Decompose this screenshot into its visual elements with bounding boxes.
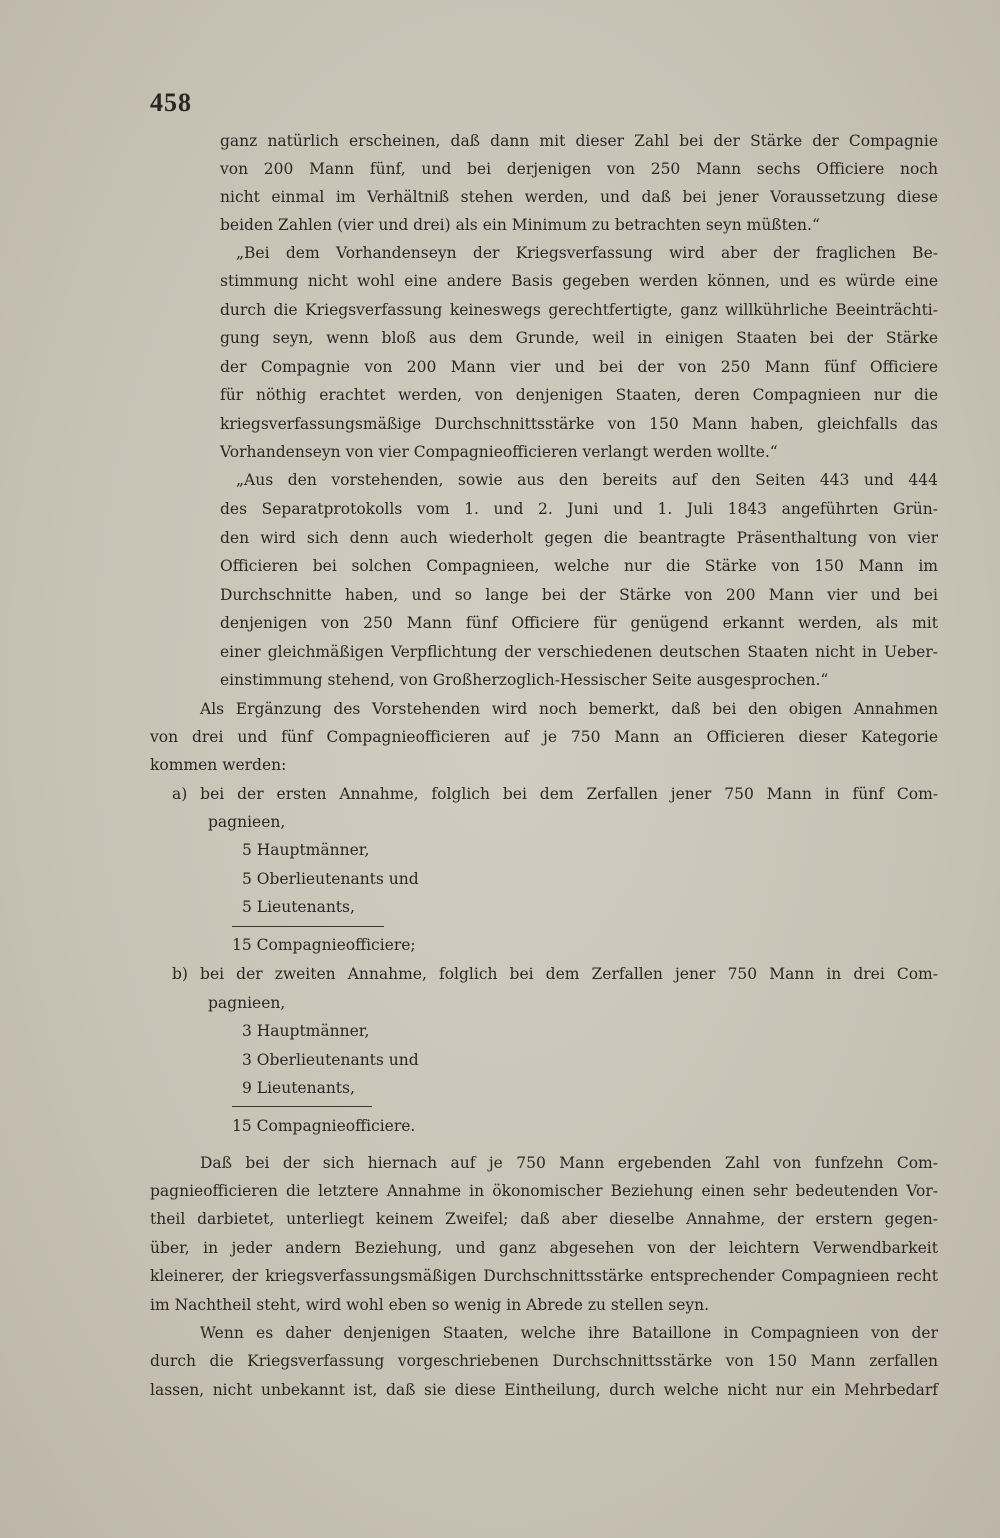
- list-item-b: b) bei der zweiten Annahme, folglich bei dem Zerfallen jener 750 Mann in drei Com-: [172, 965, 938, 983]
- text-line: kriegsverfassungsmäßige Durchschnittsstärke von 150 Mann haben, gleichfalls das: [220, 415, 938, 433]
- sum-rule: [232, 926, 384, 927]
- text-line: über, in jeder andern Beziehung, und ganz abgesehen von der leichtern Verwendbarkeit: [150, 1239, 938, 1257]
- text-line: des Separatprotokolls vom 1. und 2. Juni und 1. Juli 1843 angeführten Grün-: [220, 500, 938, 518]
- text-line: denjenigen von 250 Mann fünf Officiere für genügend erkannt werden, als mit: [220, 614, 938, 632]
- text-line: stimmung nicht wohl eine andere Basis gegeben werden können, und es würde eine: [220, 272, 938, 290]
- text-line: von 200 Mann fünf, und bei derjenigen von 250 Mann sechs Officiere noch: [220, 160, 938, 178]
- text-line: theil darbietet, unterliegt keinem Zweifel; daß aber dieselbe Annahme, der erstern gegen-: [150, 1210, 938, 1228]
- list-entry: 5 Oberlieutenants und: [242, 870, 419, 888]
- text-line: pagnieen,: [208, 813, 286, 831]
- text-line: ganz natürlich erscheinen, daß dann mit dieser Zahl bei der Stärke der Compagnie: [220, 132, 938, 150]
- list-entry: 3 Oberlieutenants und: [242, 1051, 419, 1069]
- text-line: „Bei dem Vorhandenseyn der Kriegsverfassung wird aber der fraglichen Be-: [236, 244, 938, 262]
- text-line: beiden Zahlen (vier und drei) als ein Minimum zu betrachten seyn müßten.“: [220, 216, 820, 234]
- text-line: den wird sich denn auch wiederholt gegen die beantragte Präsenthaltung von vier: [220, 529, 938, 547]
- text-line: der Compagnie von 200 Mann vier und bei der von 250 Mann fünf Officiere: [220, 358, 938, 376]
- sum-entry: 15 Compagnieofficiere.: [232, 1117, 416, 1135]
- list-entry: 5 Hauptmänner,: [242, 841, 370, 859]
- text-line: einstimmung stehend, von Großherzoglich-Hessischer Seite ausgesprochen.“: [220, 671, 829, 689]
- text-line: pagnieofficieren die letztere Annahme in ökonomischer Beziehung einen sehr bedeutenden Vor-: [150, 1182, 938, 1200]
- text-line: nicht einmal im Verhältniß stehen werden, und daß bei jener Voraussetzung diese: [220, 188, 938, 206]
- text-line: Als Ergänzung des Vorstehenden wird noch bemerkt, daß bei den obigen Annahmen: [200, 700, 938, 718]
- text-line: im Nachtheil steht, wird wohl eben so wenig in Abrede zu stellen seyn.: [150, 1296, 710, 1314]
- text-line: Officieren bei solchen Compagnieen, welche nur die Stärke von 150 Mann im: [220, 557, 938, 575]
- sum-entry: 15 Compagnieofficiere;: [232, 936, 416, 954]
- text-line: durch die Kriegsverfassung vorgeschriebenen Durchschnittsstärke von 150 Mann zerfallen: [150, 1352, 938, 1370]
- text-line: einer gleichmäßigen Verpflichtung der verschiedenen deutschen Staaten nicht in Ueber-: [220, 643, 938, 661]
- page-number: 458: [150, 88, 192, 117]
- text-line: „Aus den vorstehenden, sowie aus den bereits auf den Seiten 443 und 444: [236, 471, 938, 489]
- list-entry: 3 Hauptmänner,: [242, 1022, 370, 1040]
- text-line: Wenn es daher denjenigen Staaten, welche ihre Bataillone in Compagnieen von der: [200, 1324, 938, 1342]
- list-item-a: a) bei der ersten Annahme, folglich bei dem Zerfallen jener 750 Mann in fünf Com-: [172, 785, 938, 803]
- text-line: gung seyn, wenn bloß aus dem Grunde, weil in einigen Staaten bei der Stärke: [220, 329, 938, 347]
- list-entry: 5 Lieutenants,: [242, 898, 355, 916]
- text-line: von drei und fünf Compagnieofficieren auf je 750 Mann an Officieren dieser Kategorie: [150, 728, 938, 746]
- text-line: Durchschnitte haben, und so lange bei der Stärke von 200 Mann vier und bei: [220, 586, 938, 604]
- text-line: Daß bei der sich hiernach auf je 750 Mann ergebenden Zahl von funfzehn Com-: [200, 1154, 938, 1172]
- text-line: Vorhandenseyn von vier Compagnieofficieren verlangt werden wollte.“: [220, 443, 778, 461]
- text-line: durch die Kriegsverfassung keineswegs gerechtfertigte, ganz willkührliche Beeinträchti-: [220, 301, 938, 319]
- list-entry: 9 Lieutenants,: [242, 1079, 355, 1097]
- sum-rule: [232, 1106, 372, 1107]
- text-line: kommen werden:: [150, 756, 287, 774]
- text-line: pagnieen,: [208, 994, 286, 1012]
- text-line: lassen, nicht unbekannt ist, daß sie diese Eintheilung, durch welche nicht nur ein Mehrbedarf: [150, 1381, 938, 1399]
- text-line: für nöthig erachtet werden, von denjenigen Staaten, deren Compagnieen nur die: [220, 386, 938, 404]
- text-line: kleinerer, der kriegsverfassungsmäßigen Durchschnittsstärke entsprechender Compagnieen recht: [150, 1267, 938, 1285]
